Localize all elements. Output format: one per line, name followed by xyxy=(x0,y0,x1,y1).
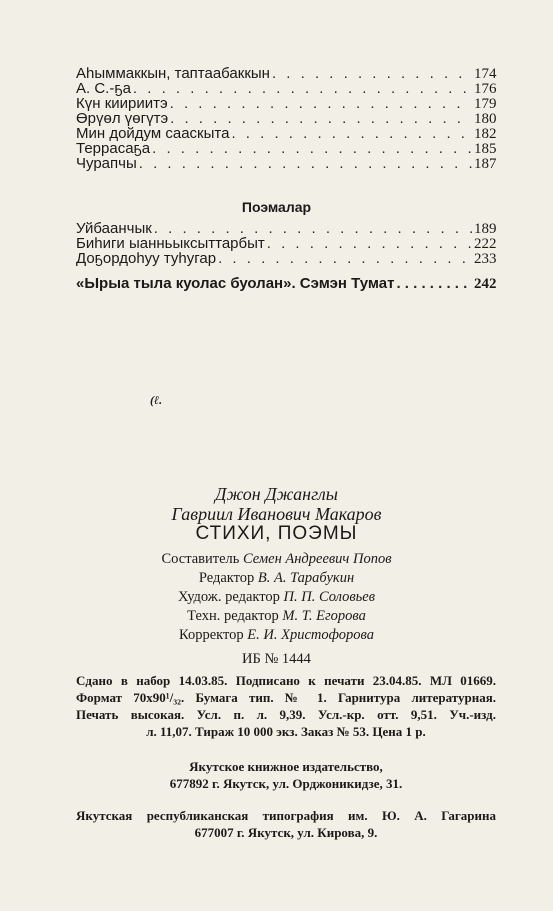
publisher-info xyxy=(76,758,496,792)
authors xyxy=(0,484,553,524)
printer-address: 677007 г. Якутск, ул. Кирова, 9. xyxy=(194,825,378,840)
publisher-address: 677892 г. Якутск, ул. Орджоникидзе, 31. xyxy=(169,776,403,791)
credit-art-editor: Худож. редактор П. П. Соловьев xyxy=(178,589,375,605)
toc-entry xyxy=(76,251,496,266)
toc-entry-page: 187 xyxy=(474,156,497,172)
toc-group-poems-short xyxy=(76,66,496,171)
toc-group-poems xyxy=(76,221,496,291)
toc-entry-page: 174 xyxy=(474,66,497,82)
toc-entry-page: 242 xyxy=(474,276,497,292)
ib-number: ИБ № 1444 xyxy=(242,651,311,667)
toc-entry xyxy=(76,236,496,251)
toc-entry-title: Чурапчы xyxy=(76,155,137,172)
toc-entry-title: Доҕордоһуу туһугар xyxy=(76,250,217,267)
printer-name: Якутская республиканская типография им. Ю. А. Гагарина xyxy=(76,808,496,823)
toc-entry-title: Биһиги ыанньыксыттарбыт xyxy=(76,235,265,252)
print-details-line: л. 11,07. Тираж 10 000 экз. Заказ № 53. Цена 1 р. xyxy=(146,724,426,739)
print-details-line: Формат 70х90¹/₃₂. Бумага тип. № 1. Гарнитура литературная. xyxy=(76,690,496,705)
toc-entry-page: 185 xyxy=(474,141,497,157)
credit-compiler: Составитель Семен Андреевич Попов xyxy=(161,551,392,567)
toc-entry xyxy=(76,156,496,171)
toc-entry-title: Аһыммаккын, таптаабаккын xyxy=(76,65,270,82)
toc-entry xyxy=(76,141,496,156)
credits xyxy=(0,550,553,645)
toc-entry xyxy=(76,126,496,141)
toc-entry xyxy=(76,66,496,81)
toc-entry-title: Террасаҕа xyxy=(76,140,151,157)
print-details xyxy=(76,672,496,740)
toc-entry-title: Мин дойдум саaскыта xyxy=(76,125,230,142)
toc-entry xyxy=(76,221,496,236)
credit-editor: Редактор В. А. Тарабукин xyxy=(198,570,355,586)
toc-entry-page: 176 xyxy=(474,81,497,97)
toc-entry-page: 189 xyxy=(474,221,497,237)
printer-info xyxy=(76,807,496,841)
credit-proofreader: Корректор Е. И. Христофорова xyxy=(179,627,374,643)
author-pseudonym: Джон Джанглы xyxy=(215,484,338,504)
toc-entry-title: Күн киириитэ xyxy=(76,95,168,112)
toc-entry-page: 222 xyxy=(474,236,497,252)
publisher-mark-icon: (ℓ. xyxy=(150,393,163,407)
toc-entry-title: А. С.-ҕа xyxy=(76,80,131,97)
publisher-name: Якутское книжное издательство, xyxy=(189,759,383,774)
section-heading: Поэмалар xyxy=(241,199,312,215)
toc-entry-page: 233 xyxy=(474,251,497,267)
toc-entry xyxy=(76,81,496,96)
print-details-line: Печать высокая. Усл. п. л. 9,39. Усл.-кр. отт. 9,51. Уч.-изд. xyxy=(76,707,496,722)
print-details-line: Сдано в набор 14.03.85. Подписано к печати 23.04.85. МЛ 01669. xyxy=(76,673,496,688)
credit-tech-editor: Техн. редактор М. Т. Егорова xyxy=(187,608,366,624)
toc-entry-page: 180 xyxy=(474,111,497,127)
toc-entry-title: «Ырыа тыла куолас буолан». Сэмэн Тумат xyxy=(76,275,395,292)
toc-entry xyxy=(76,111,496,126)
toc-entry-afterword xyxy=(76,276,496,291)
book-title: СТИХИ, ПОЭМЫ xyxy=(195,523,358,544)
toc-entry-page: 182 xyxy=(474,126,497,142)
author-full-name: Гавриил Иванович Макаров xyxy=(171,504,382,524)
toc-entry-page: 179 xyxy=(474,96,497,112)
toc-entry xyxy=(76,96,496,111)
toc-entry-title: Өрүөл үөгүтэ xyxy=(76,110,169,127)
toc-entry-title: Уйбаанчык xyxy=(76,220,152,237)
